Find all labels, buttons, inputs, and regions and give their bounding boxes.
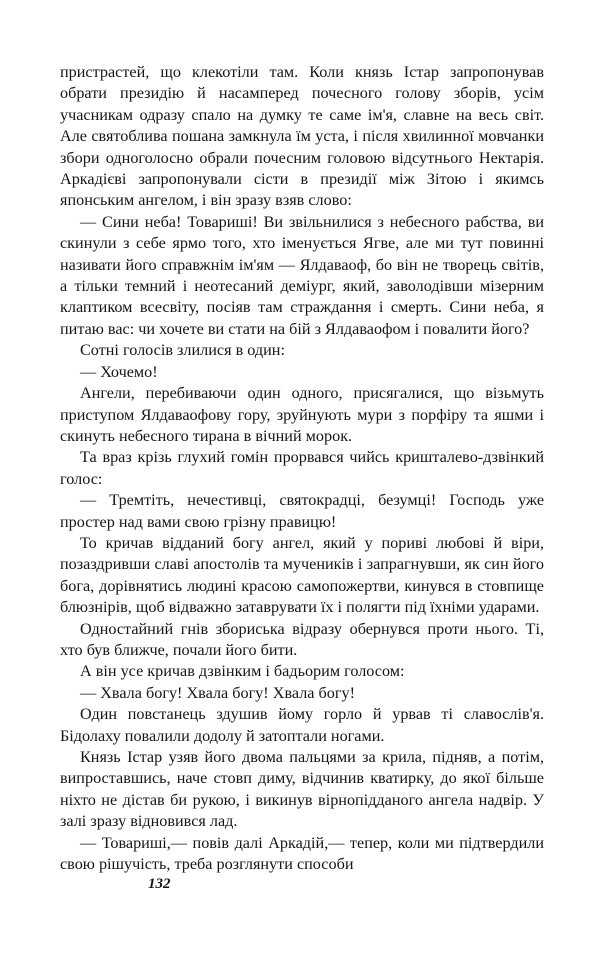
paragraph-10: А він усе кричав дзвінким і бадьорим голосом: (80, 662, 405, 681)
paragraph-13: Князь Істар узяв його двома пальцями за крила, підняв, а потім, випроставшись, наче стовп диму, відчинив кватирку, до якої більше ніхто не дістав би рукою, і викинув вірнопідданого ангела надвір. У залі зразу відновився лад. (60, 748, 544, 831)
paragraph-1: пристрастей, що клекотіли там. Коли князь Істар запропонував обрати президію й насамперед почесного голову зборів, усім учасникам одразу спало на думку те саме ім'я, славне на весь світ. Але святоблива пошана замкнула їм уста, і після хвилинної мовчанки збори одноголосно обрали почесним головою відсутнього Нектарія. Аркадієві запропонували сісти в президії між Зітою і якимсь японським ангелом, і він зразу взяв слово: (60, 63, 544, 210)
paragraph-8: То кричав відданий богу ангел, який у пориві любові й віри, позаздривши славі апостолів та мучеників і запрагнувши, як син його бога, дорівнятись людині красою самопожертви, кинувся в стовпище блюзнірів, щоб відважно затаврувати їх і полягти під їхніми ударами. (60, 533, 544, 617)
paragraph-4: — Хочемо! (80, 362, 158, 381)
paragraph-2: — Сини неба! Товариші! Ви звільнилися з небесного рабства, ви скинули з себе ярмо того, хто іменується Ягве, але ми тут повинні називати його справжнім ім'ям — Ялдаваоф, бо він не творець світів, а тільки темний і неотесаний деміург, який, заволодівши мізерним клаптиком всесвіту, посіяв там страждання і смерть. Сини неба, я питаю вас: чи хочете ви стати на бій з Ялдаваофом і повалити його? (60, 212, 544, 338)
paragraph-6: Та враз крізь глухий гомін прорвався чийсь кришталево-дзвінкий голос: (60, 448, 544, 488)
paragraph-12: Один повстанець здушив йому горло й урвав ті славослів'я. Бідолаху повалили додолу й затоптали ногами. (60, 705, 544, 745)
paragraph-7: — Тремтіть, нечестивці, святокрадці, безумці! Господь уже простер над вами свою грізну правицю! (60, 491, 544, 531)
paragraph-3: Сотні голосів злилися в один: (80, 341, 285, 360)
paragraph-9: Одностайний гнів збориська відразу обернувся проти нього. Ті, хто був ближче, почали його бити. (60, 619, 544, 659)
paragraph-5: Ангели, перебиваючи один одного, присягалися, що візьмуть приступом Ялдаваофову гору, зруйнують мури з порфіру та яшми і скинуть небесного тирана в вічний морок. (60, 384, 544, 445)
paragraph-11: — Хвала богу! Хвала богу! Хвала богу! (80, 683, 355, 702)
paragraph-14: — Товариші,— повів далі Аркадій,— тепер, коли ми підтвердили свою рішучість, треба розглянути способи (60, 833, 544, 874)
page-number: 132 (148, 876, 171, 892)
page-text (60, 62, 544, 875)
